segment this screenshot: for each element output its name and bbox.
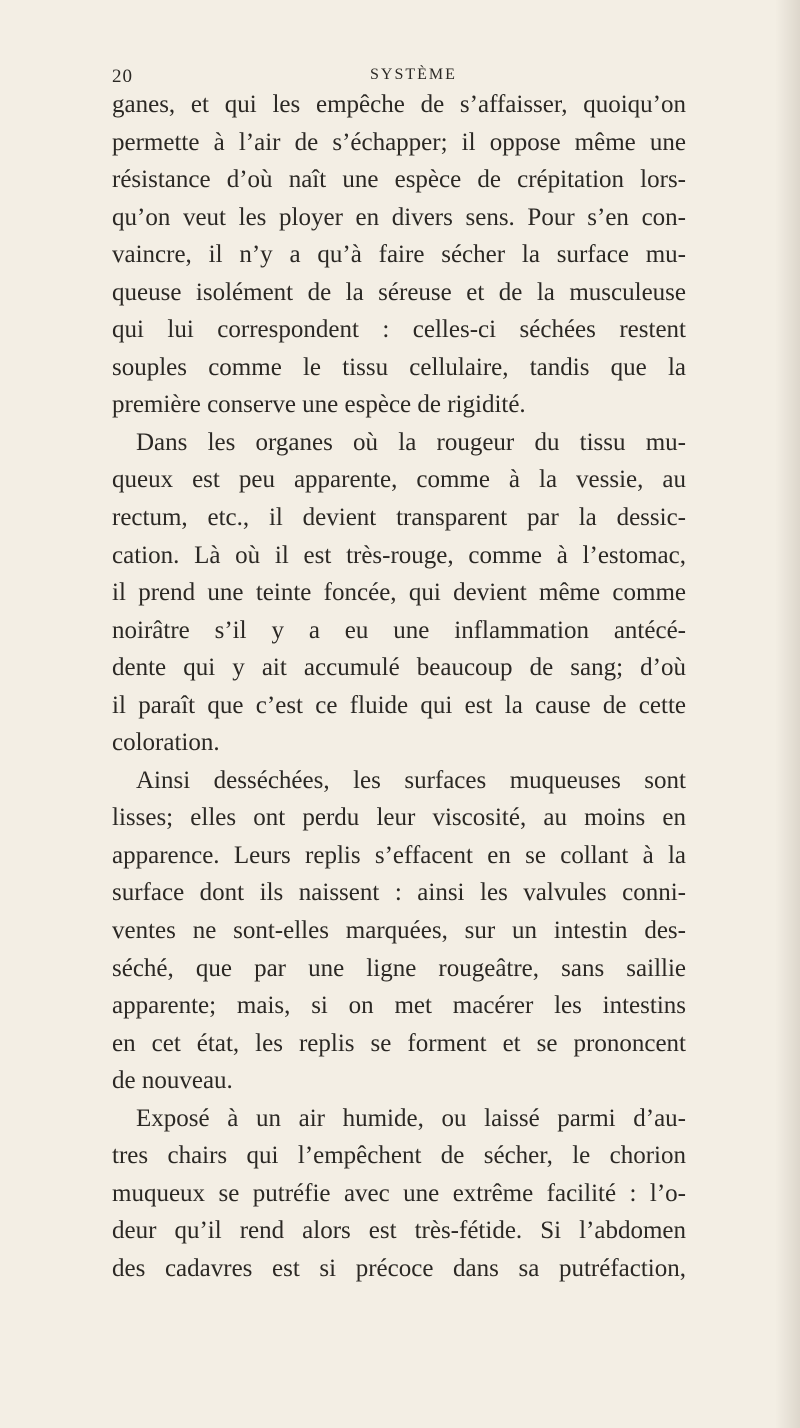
text-line: souples comme le tissu cellulaire, tandis que la bbox=[112, 353, 686, 381]
text-line: première conserve une espèce de rigidité. bbox=[112, 391, 526, 419]
text-line: tres chairs qui l’empêchent de sécher, le chorion bbox=[112, 1142, 686, 1170]
text-line: résistance d’où naît une espèce de crépitation lors- bbox=[112, 166, 686, 194]
text-line: ventes ne sont-elles marquées, sur un intestin des- bbox=[112, 917, 686, 945]
page-number: 20 bbox=[112, 66, 133, 87]
text-line: qui lui correspondent : celles-ci séchées restent bbox=[112, 316, 686, 344]
text-line: deur qu’il rend alors est très-fétide. Si l’abdomen bbox=[112, 1217, 686, 1245]
text-line: Dans les organes où la rougeur du tissu mu- bbox=[136, 428, 686, 456]
text-line: noirâtre s’il y a eu une inflammation antécé- bbox=[112, 616, 686, 644]
text-line: ganes, et qui les empêche de s’affaisser, quoiqu’on bbox=[112, 91, 686, 118]
text-line: lisses; elles ont perdu leur viscosité, au moins en bbox=[112, 804, 686, 832]
text-line: vaincre, il n’y a qu’à faire sécher la surface mu- bbox=[112, 241, 686, 269]
text-line: des cadavres est si précoce dans sa putréfaction, bbox=[112, 1254, 686, 1282]
text-line: Ainsi desséchées, les surfaces muqueuses sont bbox=[136, 766, 686, 794]
text-line: qu’on veut les ployer en divers sens. Pour s’en con- bbox=[112, 203, 686, 231]
text-line: queuse isolément de la séreuse et de la musculeuse bbox=[112, 278, 686, 306]
text-line: cation. Là où il est très-rouge, comme à l’estomac, bbox=[112, 541, 686, 569]
text-line: coloration. bbox=[112, 729, 220, 757]
text-line: apparente; mais, si on met macérer les intestins bbox=[112, 992, 686, 1020]
text-line: de nouveau. bbox=[112, 1067, 233, 1095]
text-line: surface dont ils naissent : ainsi les valvules conni- bbox=[112, 879, 686, 907]
text-line: en cet état, les replis se forment et se prononcent bbox=[112, 1029, 686, 1057]
running-title: SYSTÈME bbox=[370, 66, 457, 83]
body-text bbox=[112, 86, 686, 1288]
text-line: dente qui y ait accumulé beaucoup de sang; d’où bbox=[112, 654, 686, 682]
text-line: séché, que par une ligne rougeâtre, sans saillie bbox=[112, 954, 686, 982]
text-line: queux est peu apparente, comme à la vessie, au bbox=[112, 466, 686, 494]
text-line: apparence. Leurs replis s’effacent en se collant à la bbox=[112, 841, 686, 869]
text-line: il prend une teinte foncée, qui devient même comme bbox=[112, 579, 686, 607]
text-line: rectum, etc., il devient transparent par la dessic- bbox=[112, 504, 686, 532]
text-line: muqueux se putréfie avec une extrême facilité : l’o- bbox=[112, 1179, 686, 1207]
text-line: Exposé à un air humide, ou laissé parmi d’au- bbox=[136, 1104, 686, 1132]
text-line: il paraît que c’est ce fluide qui est la cause de cette bbox=[112, 691, 686, 719]
text-line: permette à l’air de s’échapper; il oppose même une bbox=[112, 128, 686, 156]
